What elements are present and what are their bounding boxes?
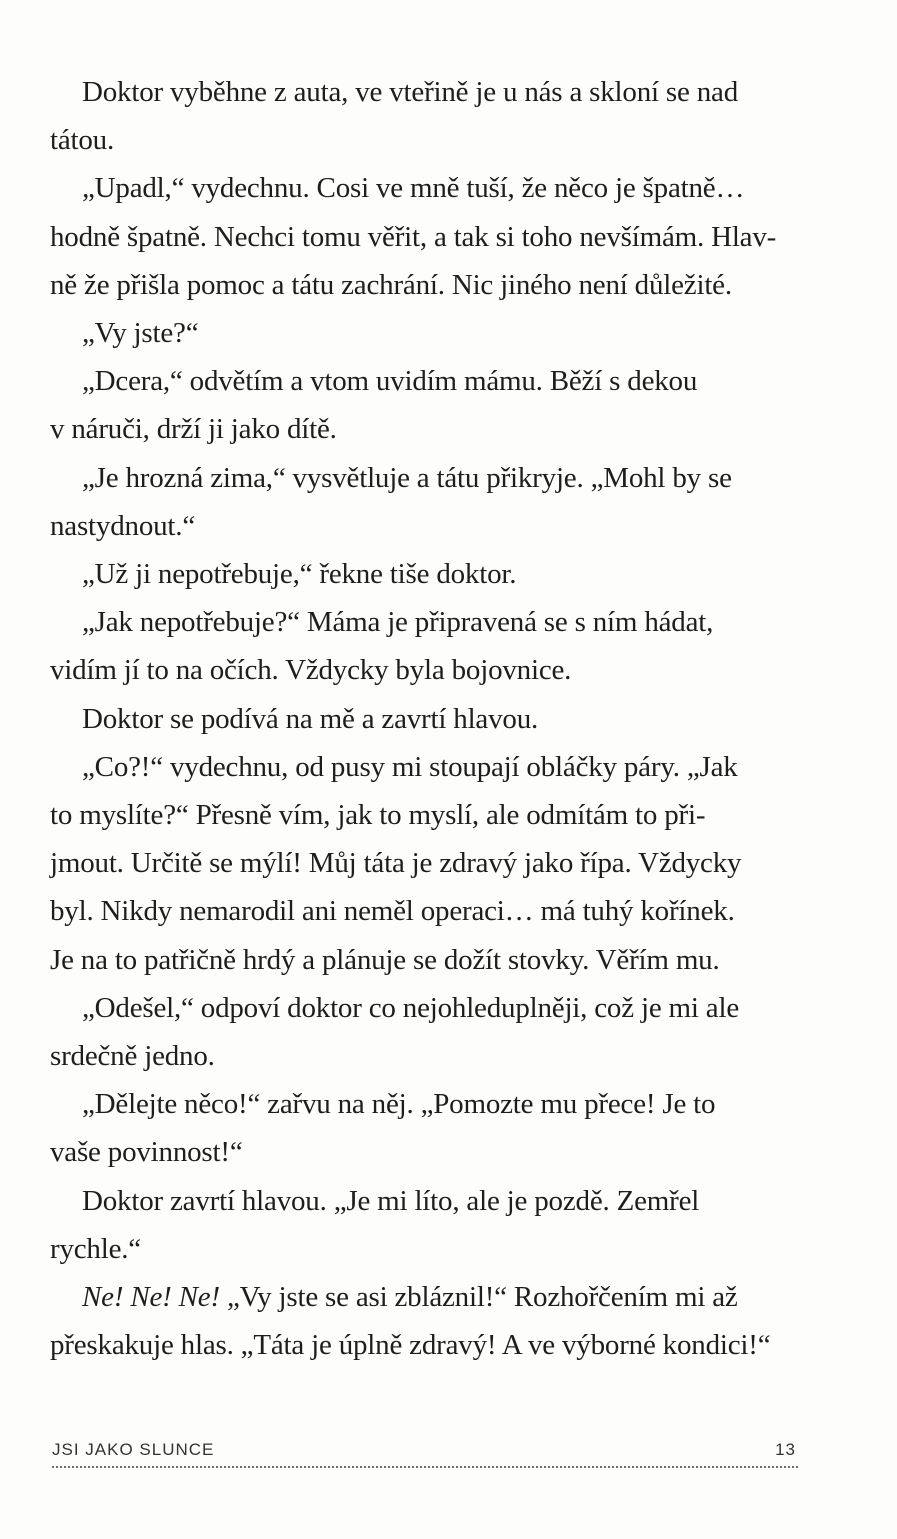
paragraph-rest: „Vy jste se asi zbláznil!“ Rozhořčením mi až přeskakuje hlas. „Táta je úplně zdravý! A ve výborné kondici!“ [50, 1281, 771, 1362]
paragraph: „Upadl,“ vydechnu. Cosi ve mně tuší, že něco je špatně… hodně špatně. Nechci tomu věřit, a tak si toho nevšímám. Hlav- ně že přišla pomoc a tátu zachrání. Nic jiného není důležité. [50, 172, 777, 301]
page-number: 13 [775, 1440, 796, 1459]
italic-exclamation: Ne! Ne! Ne! [82, 1281, 220, 1314]
paragraph: „Už ji nepotřebuje,“ řekne tiše doktor. [82, 558, 517, 591]
running-title: JSI JAKO SLUNCE [52, 1440, 215, 1459]
paragraph: „Je hrozná zima,“ vysvětluje a tátu přikryje. „Mohl by se nastydnout.“ [50, 461, 732, 542]
paragraph: „Odešel,“ odpoví doktor co nejohleduplněji, což je mi ale srdečně jedno. [50, 991, 740, 1073]
body-text [50, 68, 798, 1369]
last-paragraph [50, 1273, 798, 1369]
paragraph: „Vy jste?“ [82, 317, 199, 350]
paragraph: Doktor se podívá na mě a zavrtí hlavou. [82, 702, 539, 735]
paragraph: Doktor vyběhne z auta, ve vteřině je u nás a skloní se nad tátou. [50, 76, 738, 157]
paragraph: „Dělejte něco!“ zařvu na něj. „Pomozte mu přece! Je to vaše povinnost!“ [50, 1088, 716, 1169]
page-footer [52, 1440, 798, 1468]
paragraph: „Co?!“ vydechnu, od pusy mi stoupají obláčky páry. „Jak to myslíte?“ Přesně vím, jak to myslí, ale odmítám to při- jmout. Určitě se mýlí! Můj táta je zdravý jako řípa. Vždycky byl. Nikdy nemarodil ani neměl operaci… má tuhý kořínek. Je na to patřičně hrdý a plánuje se dožít stovky. Věřím mu. [50, 750, 742, 976]
paragraph: „Jak nepotřebuje?“ Máma je připravená se s ním hádat, vidím jí to na očích. Vždycky byla bojovnice. [50, 606, 714, 687]
paragraph: Doktor zavrtí hlavou. „Je mi líto, ale je pozdě. Zemřel rychle.“ [50, 1184, 700, 1265]
paragraph: „Dcera,“ odvětím a vtom uvidím mámu. Běží s dekou v náruči, drží ji jako dítě. [50, 365, 698, 446]
